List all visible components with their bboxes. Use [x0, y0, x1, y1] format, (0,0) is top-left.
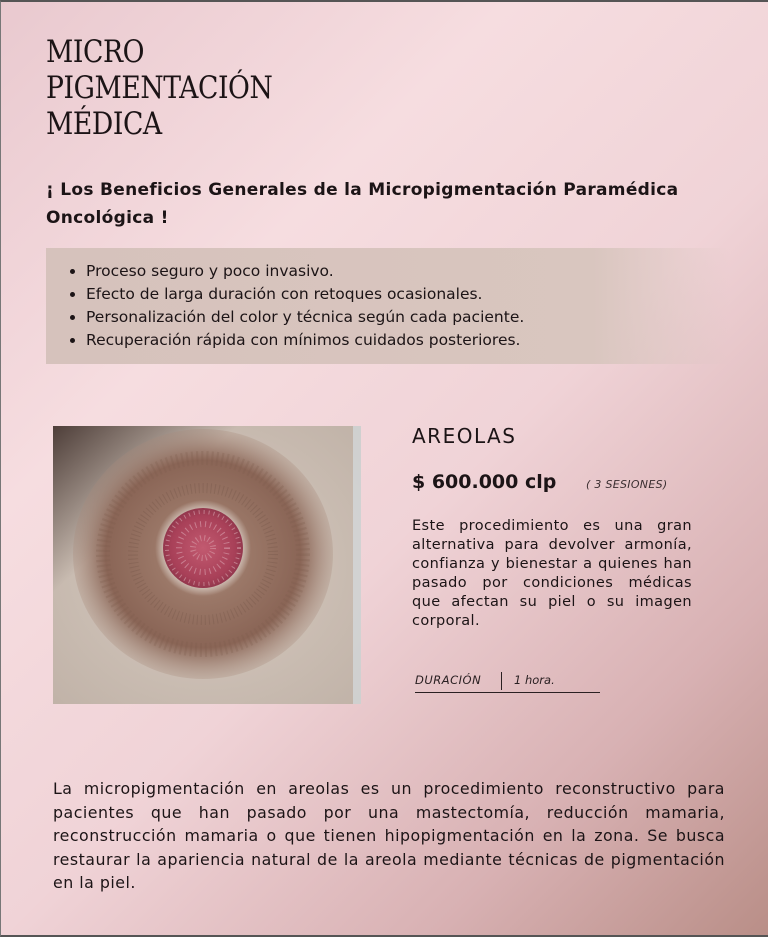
- benefit-item: • Personalización del color y técnica según cada paciente.: [86, 306, 730, 329]
- service-name: AREOLAS: [412, 424, 517, 448]
- benefit-item: • Efecto de larga duración con retoques ocasionales.: [86, 283, 730, 306]
- service-price: $ 600.000 clp: [412, 471, 557, 493]
- duration-label: DURACIÓN: [415, 673, 482, 687]
- duration-value: 1 hora.: [514, 673, 555, 687]
- areola-photo: [53, 426, 361, 704]
- duration-divider: [501, 672, 502, 690]
- title-line-2: PIGMENTACIÓN: [46, 70, 273, 106]
- benefit-item: • Proceso seguro y poco invasivo.: [86, 260, 730, 283]
- areola-illustration: [53, 426, 361, 704]
- benefit-item: • Recuperación rápida con mínimos cuidados posteriores.: [86, 329, 730, 352]
- service-description: Este procedimiento es una gran alternativa para devolver armonía, confianza y bienestar a quienes han pasado por condiciones médicas que afectan su piel o su imagen corporal.: [412, 518, 692, 629]
- title-line-1: MICRO: [46, 34, 145, 70]
- benefits-list: [46, 248, 730, 352]
- benefits-panel: [46, 248, 730, 364]
- title-line-3: MÉDICA: [46, 106, 162, 142]
- service-sessions: ( 3 SESIONES): [586, 478, 668, 491]
- footer-paragraph: La micropigmentación en areolas es un procedimiento reconstructivo para pacientes que han pasado por una mastectomía, reducción mamaria, reconstrucción mamaria o que tienen hipopigmentación en la zona. Se busca restaurar la apariencia natural de la areola mediante técnicas de pigmentación en la piel.: [53, 779, 725, 892]
- benefits-heading: ¡ Los Beneficios Generales de la Micropigmentación Paramédica Oncológica !: [46, 180, 679, 228]
- page-title: [46, 34, 272, 142]
- duration-row: [415, 670, 600, 693]
